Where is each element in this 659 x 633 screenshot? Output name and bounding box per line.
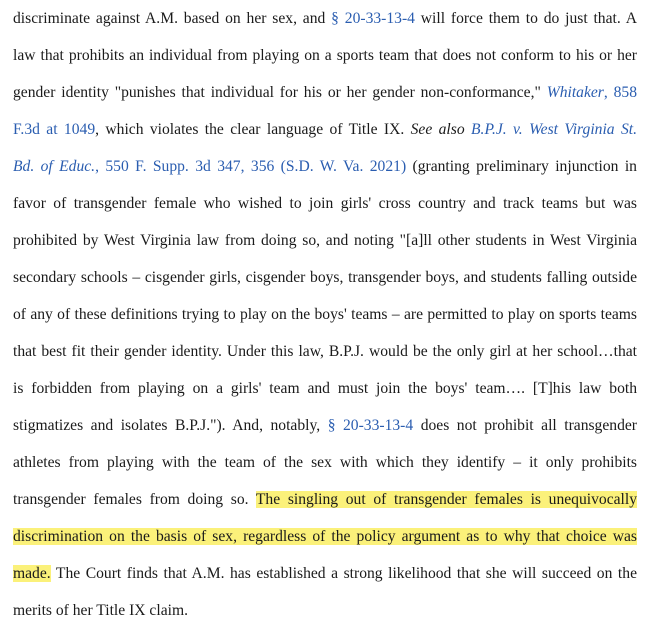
text-run: does not prohibit all transgender — [413, 417, 637, 434]
text-run: prohibited by West Virginia law from doing so, and noting "[a]ll other students in West Virginia — [13, 232, 637, 249]
citation-link[interactable]: § 20-33-13-4 — [327, 417, 414, 434]
text-run: of any of these definitions trying to play on the boys' teams – are permitted to play on sports teams — [13, 306, 637, 323]
text-line — [13, 300, 637, 337]
text-run: that best fit their gender identity. Under this law, B.P.J. would be the only girl at her school…that — [13, 343, 637, 360]
highlighted-text: discrimination on the basis of sex, regardless of the policy argument as to why that choice was — [13, 528, 637, 545]
citation-link[interactable]: Bd. of Educ. — [13, 158, 96, 175]
text-line — [13, 115, 637, 152]
text-run: secondary schools – cisgender girls, cisgender boys, transgender boys, and students falling outside — [13, 269, 637, 286]
text-line — [13, 522, 637, 559]
text-line — [13, 263, 637, 300]
text-line — [13, 189, 637, 226]
text-line — [13, 448, 637, 485]
text-line — [13, 226, 637, 263]
paragraph — [13, 4, 637, 633]
text-line — [13, 4, 637, 41]
citation-link[interactable]: , 550 F. Supp. 3d 347, 356 (S.D. W. Va. 2021) — [95, 158, 407, 175]
text-run: gender identity "punishes that individual for his or her gender non-conformance," — [13, 84, 547, 101]
text-run: will force them to do just that. A — [414, 10, 637, 27]
text-run: law that prohibits an individual from playing on a sports team that does not conform to his or her — [13, 47, 637, 64]
text-run: discriminate against A.M. based on her sex, and — [13, 10, 332, 27]
highlighted-text: The singling out of transgender females is unequivocally — [255, 491, 637, 508]
text-line — [13, 559, 637, 596]
text-line — [13, 485, 637, 522]
citation-link[interactable]: Whitaker — [546, 84, 604, 101]
text-run: (granting preliminary injunction in — [406, 158, 637, 175]
text-run: merits of her Title IX claim. — [13, 602, 188, 619]
highlighted-text: made. — [13, 565, 51, 582]
citation-link[interactable]: § 20-33-13-4 — [331, 10, 415, 27]
text-run: The Court finds that A.M. has established a strong likelihood that she will succeed on the — [50, 565, 637, 582]
document-body — [13, 4, 637, 633]
citation-link[interactable]: F.3d at 1049 — [13, 121, 96, 138]
text-line — [13, 152, 637, 189]
citation-link[interactable]: B.P.J. v. West Virginia St. — [471, 121, 637, 138]
text-run: stigmatizes and isolates B.P.J."). And, notably, — [13, 417, 328, 434]
text-run: , which violates the clear language of Title IX. — [95, 121, 411, 138]
text-run: is forbidden from playing on a girls' team and must join the boys' team…. [T]his law both — [13, 380, 637, 397]
text-line — [13, 411, 637, 448]
text-run: favor of transgender female who wished to join girls' cross country and track teams but was — [13, 195, 637, 212]
text-run: transgender females from doing so. — [13, 491, 256, 508]
text-line — [13, 596, 637, 633]
text-line — [13, 78, 637, 115]
text-run: See also — [410, 121, 465, 138]
text-line — [13, 337, 637, 374]
text-run: athletes from playing with the team of the sex with which they identify – it only prohibits — [13, 454, 637, 471]
text-line — [13, 374, 637, 411]
citation-link[interactable]: , 858 — [603, 84, 637, 101]
text-line — [13, 41, 637, 78]
